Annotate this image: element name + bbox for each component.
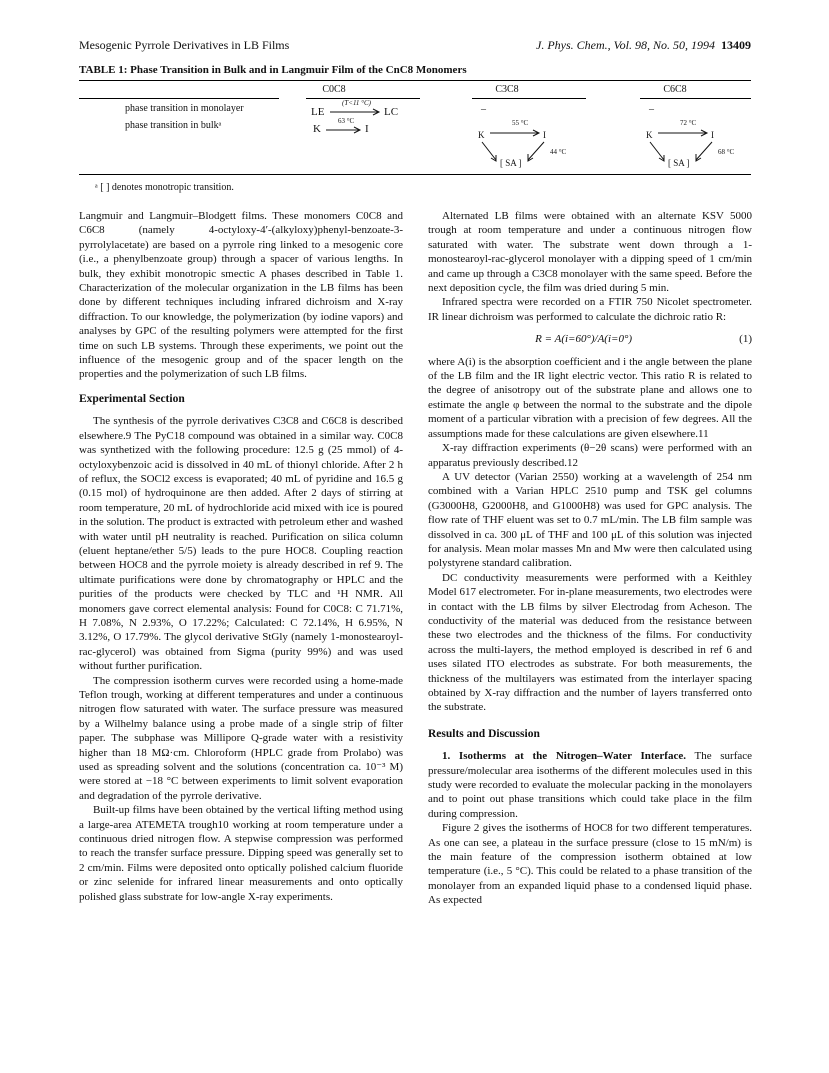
equation-1 [428, 324, 752, 354]
column-header-c6c8: C6C8 [663, 84, 687, 95]
c0c8-mono-condition: (T<11 °C) [342, 99, 371, 107]
equation-text: R = A(i=60°)/A(i=0°) [535, 333, 633, 346]
c6c8-smectic-a: [ SA ] [668, 158, 690, 168]
running-head-title: Mesogenic Pyrrole Derivatives in LB Films [79, 38, 290, 52]
c0c8-bulk-temp: 63 °C [338, 117, 355, 125]
c6c8-temp-ki: 72 °C [680, 119, 697, 127]
c6c8-mono-dash: – [649, 104, 654, 115]
c6c8-k: K [646, 130, 653, 140]
column-header-underline [640, 98, 751, 99]
c0c8-bulk-i: I [365, 123, 369, 135]
paragraph: Built-up films have been obtained by the vertical lifting method using a large-area ATEMETA trough10 working at room temperature under a continuous dried nitrogen flow. A stepwise compression was performed to reach the transfer surface pressure. Dipping speed was generally set to 2 cm/min. Films were deposited onto optically polished calcium fluoride or zinc selenide for infrared linear measurements and onto optically polished glass substrate for low-angle X-ray experiments. [79, 804, 403, 903]
c0c8-mono-lc: LC [384, 106, 399, 118]
paragraph: Infrared spectra were recorded on a FTIR 750 Nicolet spectrometer. IR linear dichroism was performed to calculate the dichroic ratio R: [428, 296, 752, 323]
table-title: TABLE 1: Phase Transition in Bulk and in Langmuir Film of the CnC8 Monomers [79, 64, 467, 76]
c6c8-i: I [711, 130, 714, 140]
page-number: 13409 [721, 38, 751, 52]
row-label-bulk: phase transition in bulkᵃ [125, 120, 222, 131]
table-header-rule [79, 98, 279, 99]
equation-number: (1) [739, 333, 752, 346]
section-heading-results: Results and Discussion [428, 727, 540, 740]
paragraph: 1. Isotherms at the Nitrogen–Water Interface. The surface pressure/molecular area isotherms of the different molecules used in this study were recorded to evaluate the molecular packing in the monolayers and to point out phase transitions which could take place in the film during compression. [428, 750, 752, 820]
c3c8-arrow-ki [490, 129, 542, 137]
paragraph: DC conductivity measurements were performed with a Keithley Model 617 electrometer. For in-plane measurements, two electrodes were in contact with the LB films by silver Electrodag from Acheson. The conductivity of the material was deduced from the resistance between these two electrodes and the thickness of the films. For conductivity across the multi-layers, the method employed is described in ref 6 and uses silated ITO electrodes as substrate. For both measurements, the thickness of the multilayers was estimated from the interlayer spacing obtained by X-ray diffraction and the number of layers transferred onto the substrate. [428, 571, 752, 714]
paragraph: The synthesis of the pyrrole derivatives C3C8 and C6C8 is described elsewhere.9 The PyC18 compound was obtained in a similar way. C0C8 was synthetized with the following procedure: 12.5 g (25 mmol) of 4-octyloxybenzoic acid is dissolved in 40 mL of thionyl chloride. After 2 h of reflux, the SOCl2 excess is evaporated; 40 mL of pyridine and 16.5 g (0.15 mol) of hydroquinone are then added. After 2 days of stirring at room temperature, 20 mL of hydrochloride acid mixed with ice is poured in the solution. The product is extracted with petroleum ether and washed with water until pH neutrality is reached. Purification on silica column (eluent heptane/ether 5/5) leads to the pure HOC8. Coupling reaction between HOC8 and the pyrrole moiety is already described in ref 9. The ultimate purifications were done by chromatography or HPLC and the purities of the products were checked by TLC and ¹H NMR. All monomers gave correct elemental analysis: Found for C0C8: C 71.71%, H 7.08%, N 2.93%, O 17.22%; Calculated: C 72.14%, H 6.95%, N 3.12%, O 17.79%. The glycol derivative StGly (namely 1-monostearoyl-rac-glycerol) was obtained from Sigma (purity 99%) and was used without further purification. [79, 415, 403, 673]
right-column [428, 209, 752, 908]
section-heading-experimental: Experimental Section [79, 392, 185, 405]
paragraph: Langmuir and Langmuir–Blodgett films. These monomers C0C8 and C6C8 (namely 4-octyloxy-4′-(alkyloxy)phenyl-benzoate-3-pyrrolylacetate) are based on a pyrrole ring linked to a mesogenic core (i.e., a phenylbenzoate group) through a spacer of various lengths. In bulk, they exhibit monotropic smectic A phases described in Table 1. Characterization of the molecular organization in the LB films has been done by different techniques including infrared dichroism and X-ray diffraction. To our knowledge, the polymerization (by iodine vapors) and analyses by GPC of the resulting polymers were attempted for the first time on such LB systems. Through these experiments, we point out the influence of the mesogenic group and of the spacer length on the properties and the polymerization of such LB films. [79, 210, 403, 381]
c0c8-bulk-k: K [313, 123, 321, 135]
table-top-rule [79, 80, 751, 81]
paragraph: Alternated LB films were obtained with an alternate KSV 5000 trough at room temperature and under a continuous nitrogen flow saturated with water. The substrate went down through a 1-monostearoyl-rac-glycerol monolayer with a dipping speed of 1 cm/min and came up through a C3C8 monolayer with the same speed. Before the next deposition cycle, the film was dried during 5 min. [428, 210, 752, 295]
column-header-c3c8: C3C8 [495, 84, 519, 95]
c3c8-i: I [543, 130, 546, 140]
subsection-heading-isotherms: 1. Isotherms at the Nitrogen–Water Interface. [442, 750, 686, 763]
c3c8-smectic-a: [ SA ] [500, 158, 522, 168]
table-footnote: ᵃ [ ] denotes monotropic transition. [95, 182, 234, 193]
paragraph: where A(i) is the absorption coefficient and i the angle between the plane of the LB film and the IR light electric vector. This ratio R is related to the degree of anisotropy out of the substrate plane and allows one to estimate the angle φ between the normal to the substrate and the dipole moment of a particular vibration with a precision of few degrees. All the assumptions made for these calculations are given elsewhere.11 [428, 355, 752, 440]
paragraph: The compression isotherm curves were recorded using a home-made Teflon trough, working at different temperatures and under a continuous nitrogen flow saturated with water. The surface pressure was measured by a Wilhelmy balance using a probe made of a single strip of filter paper. The subphase was Millipore Q-grade water with a resistivity higher than 18 MΩ·cm. Chloroform (HPLC grade from Prolabo) was used as spreading solvent and the solutions (concentration ca. 10⁻³ M) were stored at −18 °C between experiments to limit solvent evaporation and degradation of the pyrrole derivative. [79, 674, 403, 802]
row-label-monolayer: phase transition in monolayer [125, 103, 244, 114]
paragraph: X-ray diffraction experiments (θ−2θ scans) were performed with an apparatus previously described.12 [428, 442, 752, 469]
c0c8-bulk-arrow [326, 126, 362, 134]
c0c8-mono-arrow [330, 108, 382, 116]
column-header-c0c8: C0C8 [322, 84, 346, 95]
column-header-underline [472, 98, 586, 99]
table-bottom-rule [79, 174, 751, 175]
left-column [79, 209, 403, 904]
c3c8-temp-sa: 44 °C [550, 148, 567, 156]
c0c8-mono-le: LE [311, 106, 325, 118]
paragraph: A UV detector (Varian 2550) working at a wavelength of 254 nm combined with a Varian HPLC 2510 pump and TSK gel columns (G3000H8, G2000H8, and G1000H8) was used for GPC analysis. The flow rate of THF eluent was set to 0.7 mL/min. The LB film sample was dissolved in ca. 300 μL of THF and 100 μL of this solution was injected for analysis. Mean molar masses Mn and Mw were then calculated using polystyrene standard calibration. [428, 470, 752, 570]
c3c8-temp-ki: 55 °C [512, 119, 529, 127]
c6c8-temp-sa: 68 °C [718, 148, 735, 156]
c3c8-mono-dash: – [481, 104, 486, 115]
running-head-journal: J. Phys. Chem., Vol. 98, No. 50, 1994 13409 [536, 38, 751, 52]
c6c8-arrow-ki [658, 129, 710, 137]
paragraph: Figure 2 gives the isotherms of HOC8 for two different temperatures. As one can see, a plateau in the surface pressure (close to 15 mN/m) is the main feature of the compression isotherm obtained at low temperature (i.e., 5 °C). This could be related to a phase transition of the monolayer from an expanded liquid phase to a condensed liquid phase. As expected [428, 822, 752, 907]
c3c8-k: K [478, 130, 485, 140]
